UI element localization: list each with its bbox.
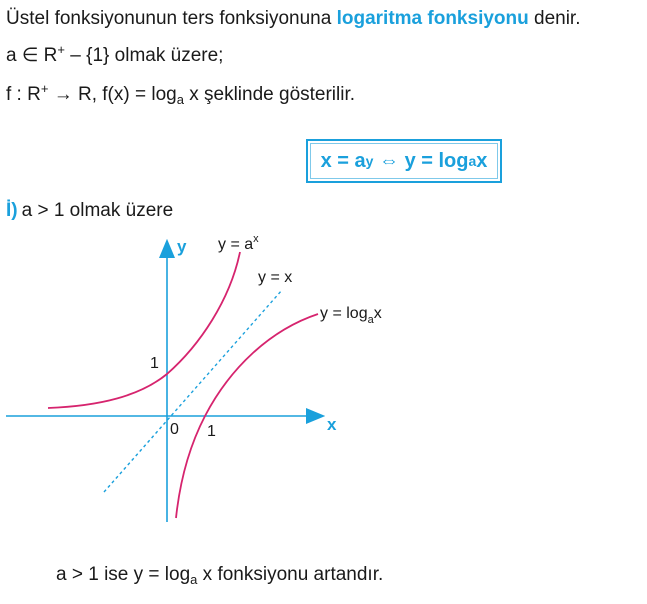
intro-line-definition xyxy=(6,8,581,30)
x-axis-label: x xyxy=(327,415,337,434)
formula-box: x = a y ⇔ y = log a x xyxy=(306,139,502,183)
conclusion-line xyxy=(56,564,383,586)
y-tick-1-label: 1 xyxy=(150,355,159,372)
log-graph xyxy=(0,230,647,530)
function-base-sub: a xyxy=(176,92,184,107)
formula-left: x = a xyxy=(320,149,366,172)
conclusion-prefix: a > 1 ise y = log xyxy=(56,564,191,585)
conclusion-suffix: x fonksiyonu artandır. xyxy=(197,564,384,585)
case-text: a > 1 olmak üzere xyxy=(21,200,174,221)
identity-label: y = x xyxy=(258,269,293,286)
domain-condition: – {1} olmak üzere; xyxy=(65,45,224,66)
domain-set: a ∈ R xyxy=(6,45,58,66)
identity-line xyxy=(104,290,282,492)
conclusion-base-sub: a xyxy=(190,572,198,587)
domain-plus-sup: + xyxy=(57,42,65,57)
function-mapping: → R, f(x) = log xyxy=(48,84,177,105)
case-heading xyxy=(6,200,173,222)
x-tick-1-label: 1 xyxy=(207,423,216,440)
function-tail: x şeklinde gösterilir. xyxy=(183,84,356,105)
intro-text-start: Üstel fonksiyonunun ters fonksiyonuna xyxy=(6,8,337,29)
equivalence-arrow: ⇔ xyxy=(373,149,405,172)
exp-curve-label: $y = a^x$ xyxy=(218,233,259,253)
formula-right: y = log xyxy=(404,149,469,172)
function-domain: f : R xyxy=(6,84,41,105)
exponential-curve xyxy=(48,252,240,408)
y-axis-label: y xyxy=(177,237,187,256)
intro-line-domain xyxy=(6,44,223,67)
formula-variable: x xyxy=(476,149,488,172)
intro-line-function xyxy=(6,81,356,107)
origin-label: 0 xyxy=(170,421,179,438)
case-marker: İ) xyxy=(6,200,18,221)
log-curve-label: $y = \log_ax$ xyxy=(320,305,382,326)
function-plus-sup: + xyxy=(40,81,49,96)
intro-text-end: denir. xyxy=(528,8,581,29)
highlight-logarithm-function: logaritma fonksiyonu xyxy=(336,8,529,29)
